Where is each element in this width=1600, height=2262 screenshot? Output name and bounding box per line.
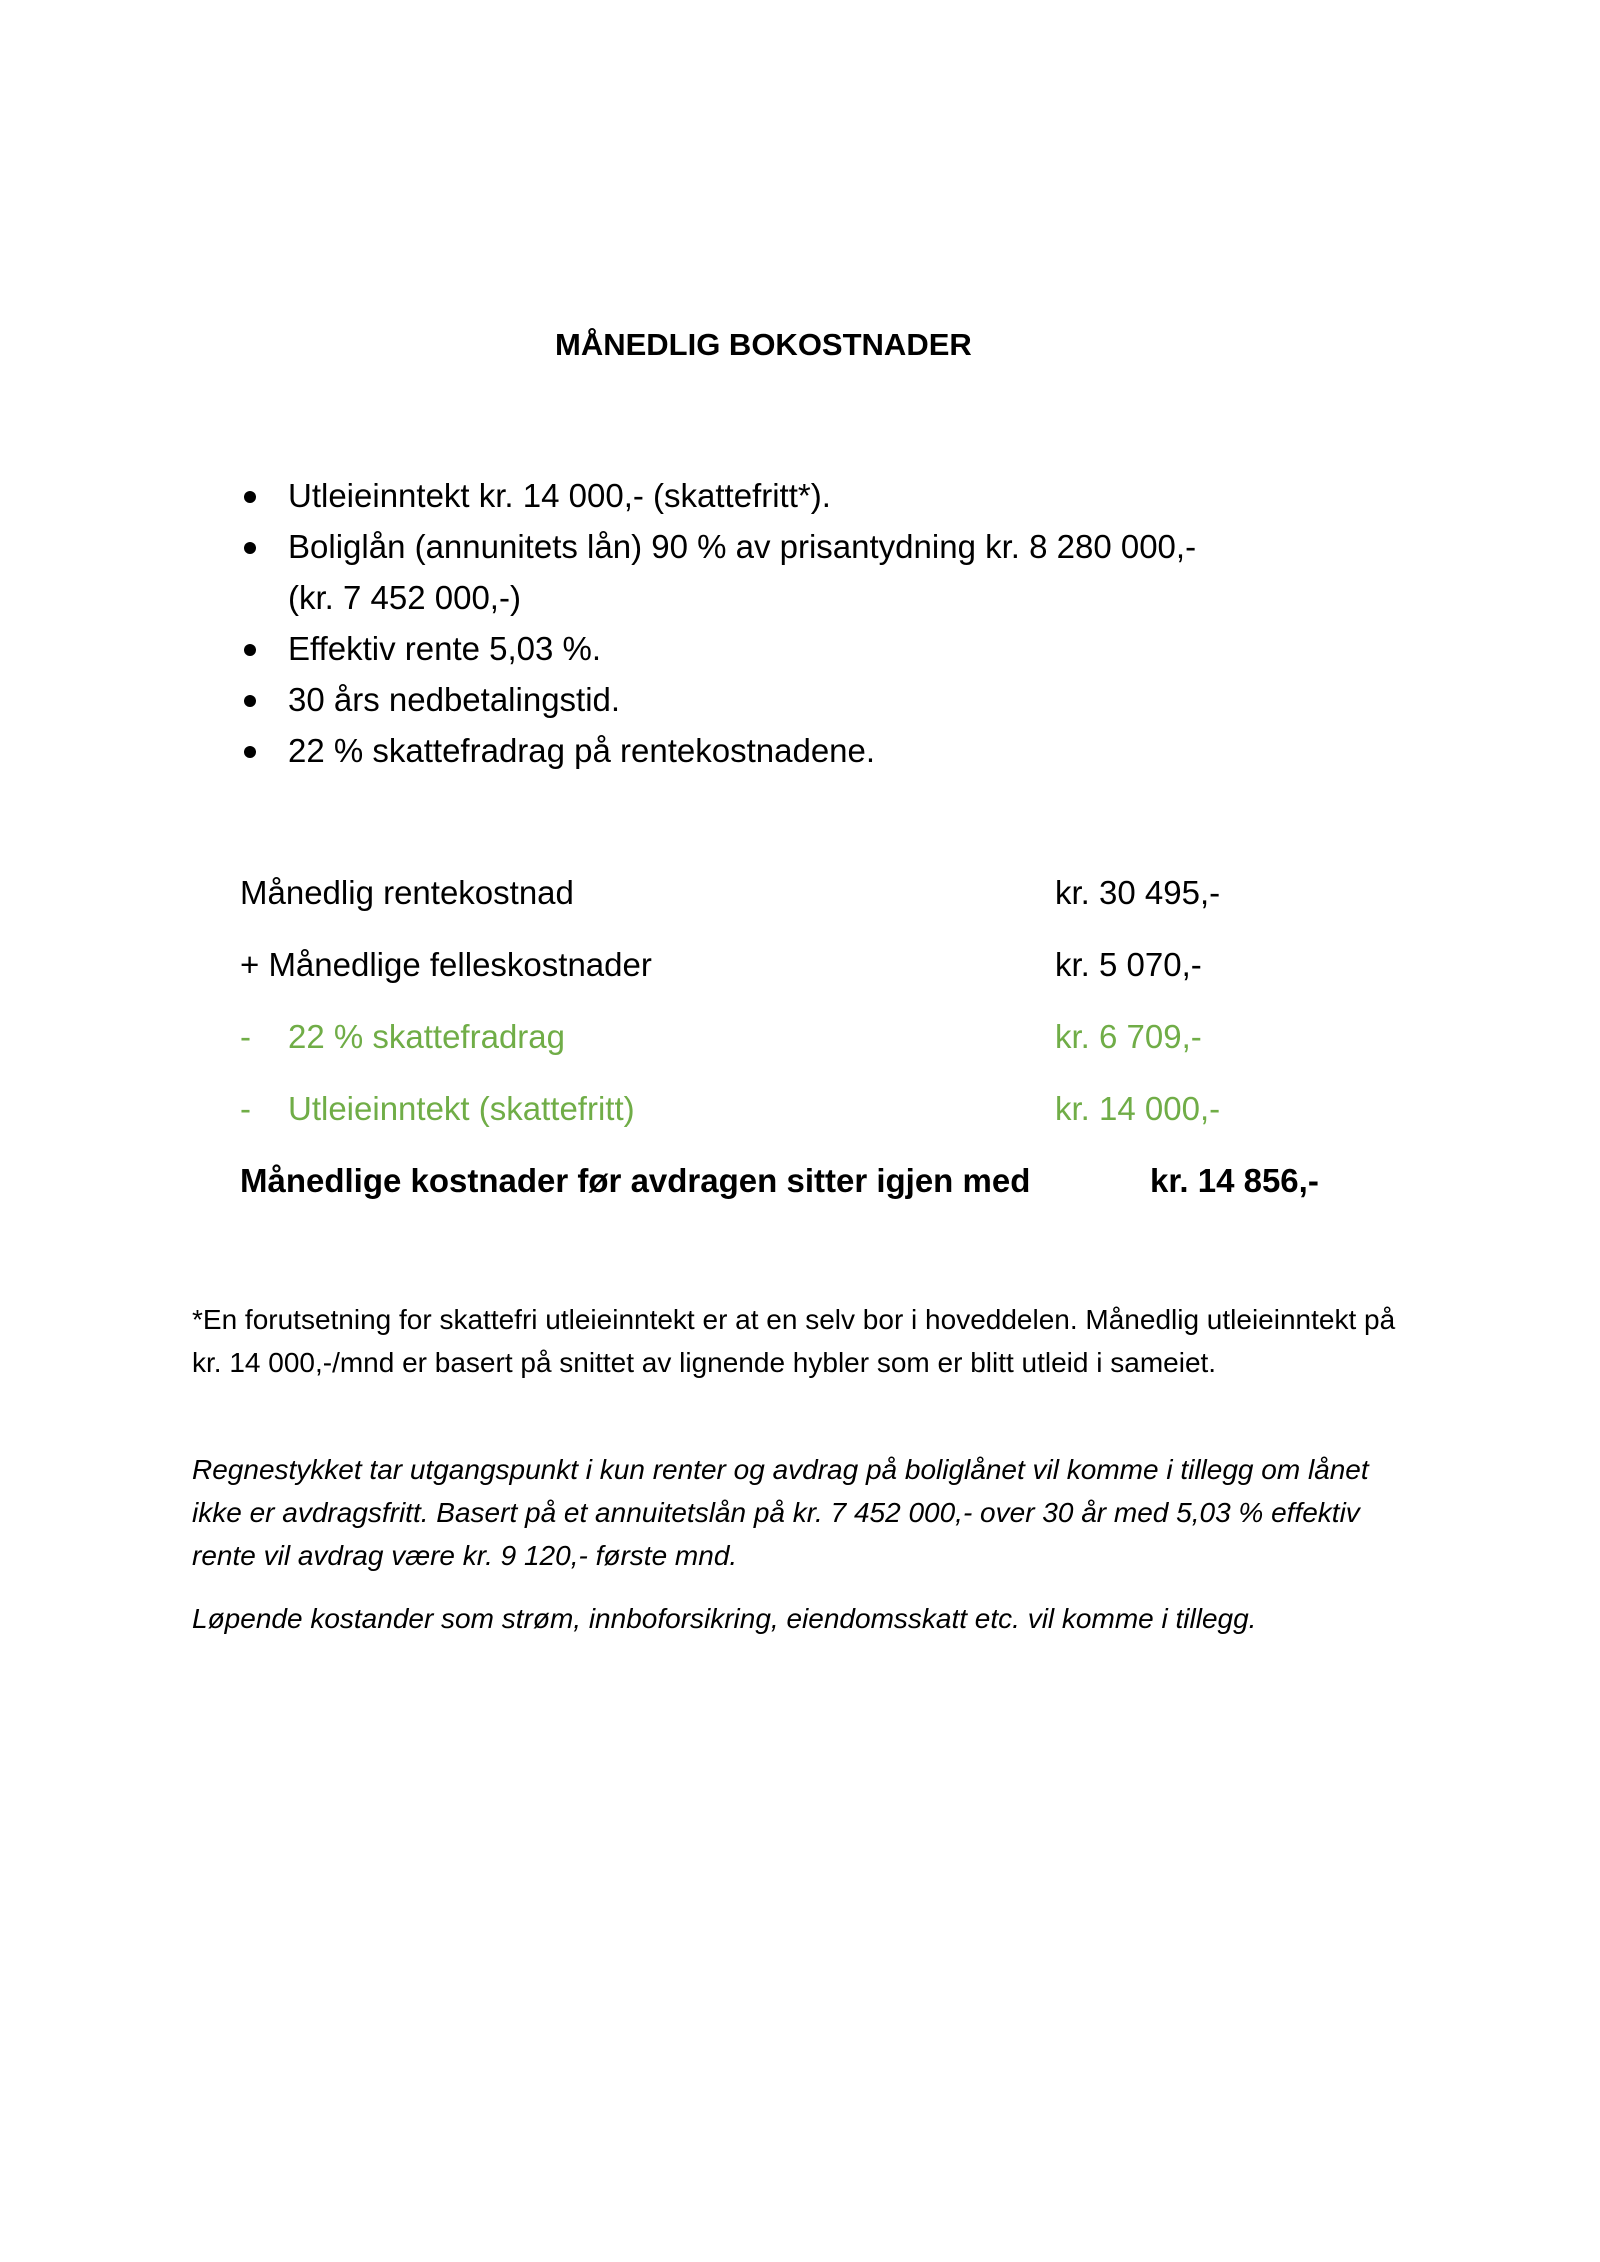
bullet-icon: [244, 491, 256, 503]
list-item: [240, 674, 1288, 725]
row-label: 22 % skattefradrag: [288, 1018, 565, 1055]
list-item-text: Effektiv rente 5,03 %.: [288, 630, 602, 667]
total-amount: kr. 14 856,-: [1150, 1162, 1319, 1199]
assumptions-list: [240, 470, 1288, 776]
list-item-text: 30 års nedbetalingstid.: [288, 681, 621, 718]
bullet-icon: [244, 746, 256, 758]
calculation-note: Regnestykket tar utgangspunkt i kun renter og avdrag på boliglånet vil komme i tillegg om lånet ikke er avdragsfritt. Basert på et annuitetslån på kr. 7 452 000,- over 30 år med 5,03 % effektiv rente vil avdrag være kr. 9 120,- første mnd.: [192, 1454, 1369, 1571]
row-label: Utleieinntekt (skattefritt): [288, 1090, 635, 1127]
row-amount: kr. 6 709,-: [1055, 1018, 1202, 1055]
list-item: [240, 470, 1288, 521]
list-item: [240, 521, 1288, 623]
list-item-text: Boliglån (annunitets lån) 90 % av prisantydning kr. 8 280 000,-: [288, 528, 1197, 565]
list-item: [240, 623, 1288, 674]
list-item-text: Utleieinntekt kr. 14 000,- (skattefritt*).: [288, 477, 831, 514]
row-amount: kr. 5 070,-: [1055, 946, 1202, 983]
running-costs-note: Løpende kostander som strøm, innboforsikring, eiendomsskatt etc. vil komme i tillegg.: [192, 1603, 1257, 1634]
page-title: MÅNEDLIG BOKOSTNADER: [555, 327, 972, 362]
bullet-icon: [244, 542, 256, 554]
row-label: Månedlig rentekostnad: [240, 874, 574, 911]
list-item-text: 22 % skattefradrag på rentekostnadene.: [288, 732, 876, 769]
bullet-icon: [244, 695, 256, 707]
row-prefix: -: [240, 1090, 251, 1127]
list-item: [240, 725, 1288, 776]
row-prefix: -: [240, 1018, 251, 1055]
total-label: Månedlige kostnader før avdragen sitter igjen med: [240, 1162, 1031, 1199]
list-item-continuation: (kr. 7 452 000,-): [288, 579, 521, 616]
bullet-icon: [244, 644, 256, 656]
row-amount: kr. 30 495,-: [1055, 874, 1221, 911]
row-amount: kr. 14 000,-: [1055, 1090, 1221, 1127]
row-label: + Månedlige felleskostnader: [240, 946, 652, 983]
footnote: *En forutsetning for skattefri utleieinntekt er at en selv bor i hoveddelen. Månedlig utleieinntekt på kr. 14 000,-/mnd er basert på snittet av lignende hybler som er blitt utleid i sameiet.: [192, 1304, 1396, 1378]
